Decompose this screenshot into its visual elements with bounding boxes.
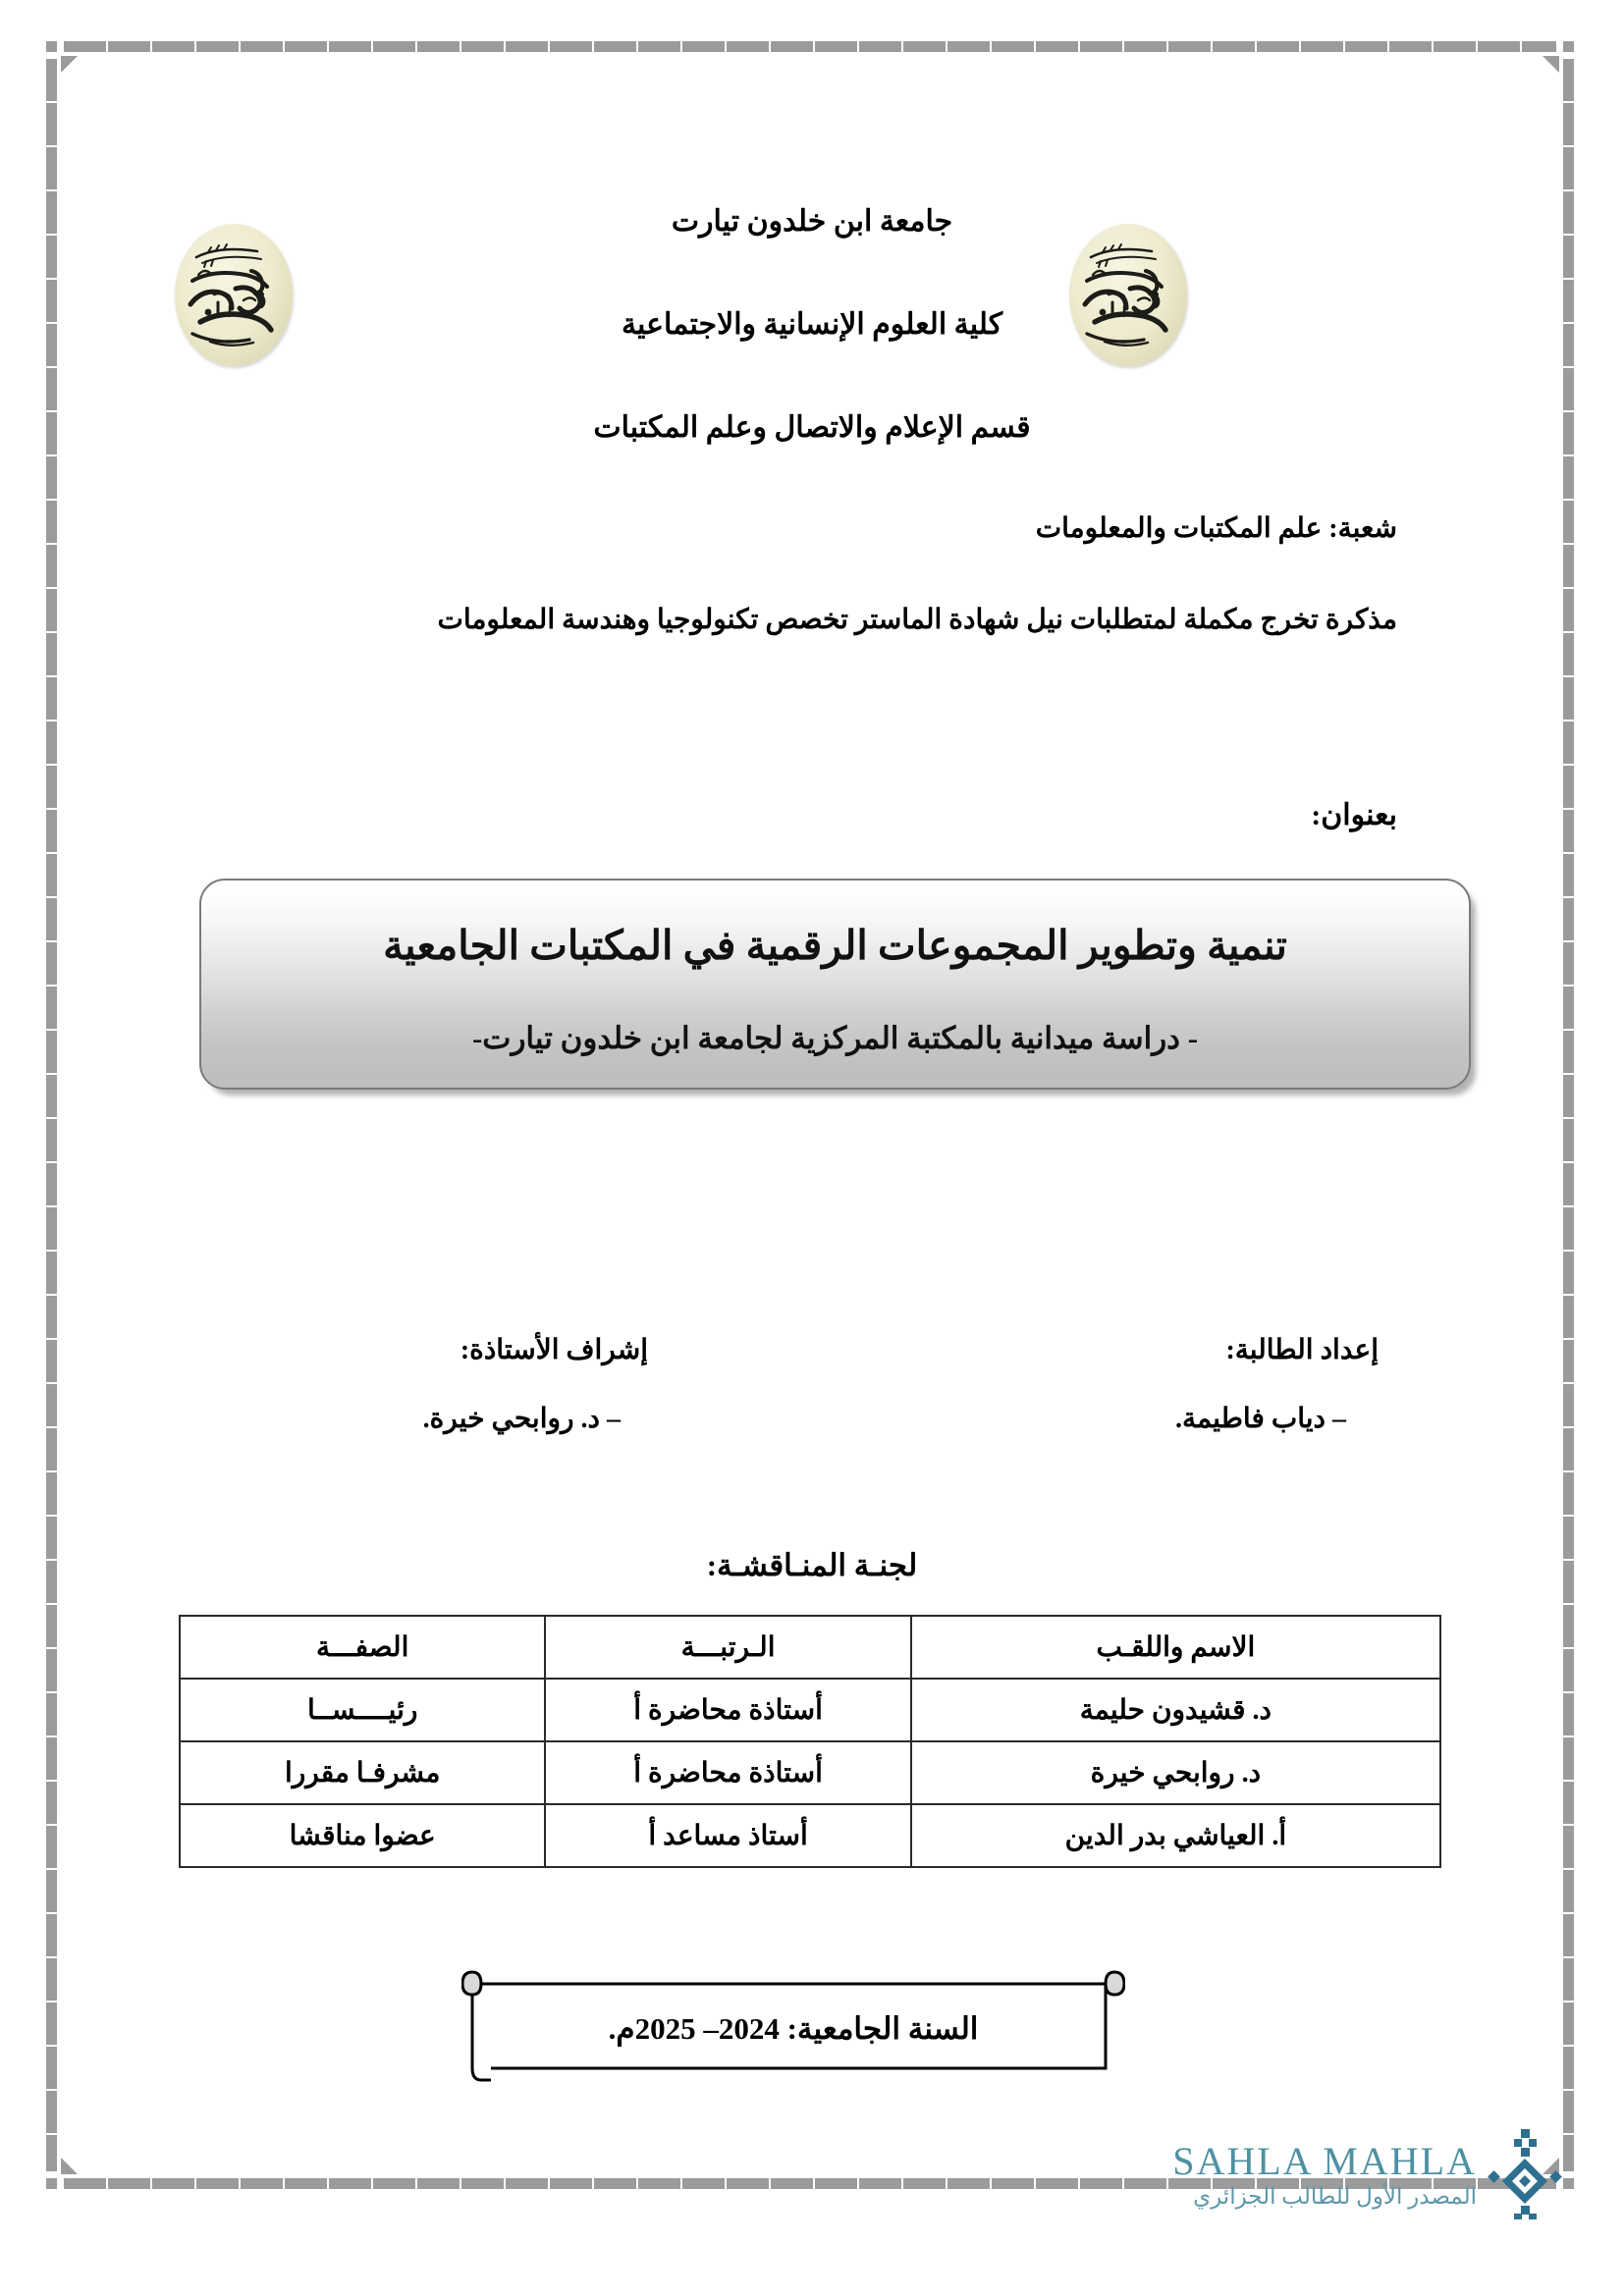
supervisor-name: – د. روابحي خيرة.: [422, 1404, 621, 1434]
academic-year-text: السنة الجامعية: 2024– 2025م.: [608, 2011, 979, 2046]
table-row: [180, 1679, 1440, 1741]
thesis-subtitle: - دراسة ميدانية بالمكتبة المركزية لجامعة ابن خلدون تيارت-: [471, 1021, 1199, 1056]
jury-member-rank: أستاذ مساعد أ: [545, 1804, 910, 1867]
student-name: – دياب فاطيمة.: [1174, 1404, 1346, 1434]
thesis-main-title: تنمية وتطوير المجموعات الرقمية في المكتبات الجامعية: [383, 922, 1287, 968]
academic-year-scroll-box: [461, 1958, 1125, 2084]
university-name: جامعة ابن خلدون تيارت: [671, 205, 953, 238]
thesis-title-box: [199, 879, 1471, 1090]
university-seal-icon-right: [1069, 224, 1187, 366]
table-row: [180, 1804, 1440, 1867]
title-intro-label: بعنوان:: [1311, 799, 1397, 831]
sahla-mahla-watermark: [1141, 2120, 1563, 2228]
jury-member-name: د. قشيدون حليمة: [911, 1679, 1440, 1741]
jury-member-role: رئيــــســا: [180, 1679, 545, 1741]
jury-member-role: عضوا مناقشا: [180, 1804, 545, 1867]
jury-member-name: أ. العياشي بدر الدين: [911, 1804, 1440, 1867]
jury-member-role: مشرفـا مقررا: [180, 1741, 545, 1804]
jury-col-rank: الـرتبـــة: [545, 1616, 910, 1679]
jury-member-rank: أستاذة محاضرة أ: [545, 1679, 910, 1741]
jury-table-header-row: [180, 1616, 1440, 1679]
jury-col-name: الاسم واللقـب: [911, 1616, 1440, 1679]
jury-table: [179, 1615, 1441, 1868]
faculty-name: كلية العلوم الإنسانية والاجتماعية: [621, 308, 1003, 341]
jury-heading: لجنـة المنـاقشـة:: [706, 1548, 918, 1582]
branch-name: شعبة: علم المكتبات والمعلومات: [1035, 513, 1397, 544]
table-row: [180, 1741, 1440, 1804]
department-name: قسم الإعلام والاتصال وعلم المكتبات: [593, 411, 1031, 444]
supervisor-label: إشراف الأستاذة:: [460, 1335, 648, 1365]
diamond-lattice-logo-icon: [1487, 2129, 1563, 2219]
jury-col-role: الصفـــة: [180, 1616, 545, 1679]
university-seal-icon-left: [175, 224, 293, 366]
watermark-subtitle: المصدر الأول للطالب الجزائري: [1193, 2183, 1477, 2209]
jury-member-rank: أستاذة محاضرة أ: [545, 1741, 910, 1804]
watermark-text-block: [1141, 2138, 1487, 2209]
degree-statement: مذكرة تخرج مكملة لمتطلبات نيل شهادة الماستر تخصص تكنولوجيا وهندسة المعلومات: [437, 605, 1397, 635]
student-label: إعداد الطالبة:: [1225, 1335, 1379, 1365]
watermark-title: SAHLA MAHLA: [1172, 2138, 1477, 2183]
jury-member-name: د. روابحي خيرة: [911, 1741, 1440, 1804]
